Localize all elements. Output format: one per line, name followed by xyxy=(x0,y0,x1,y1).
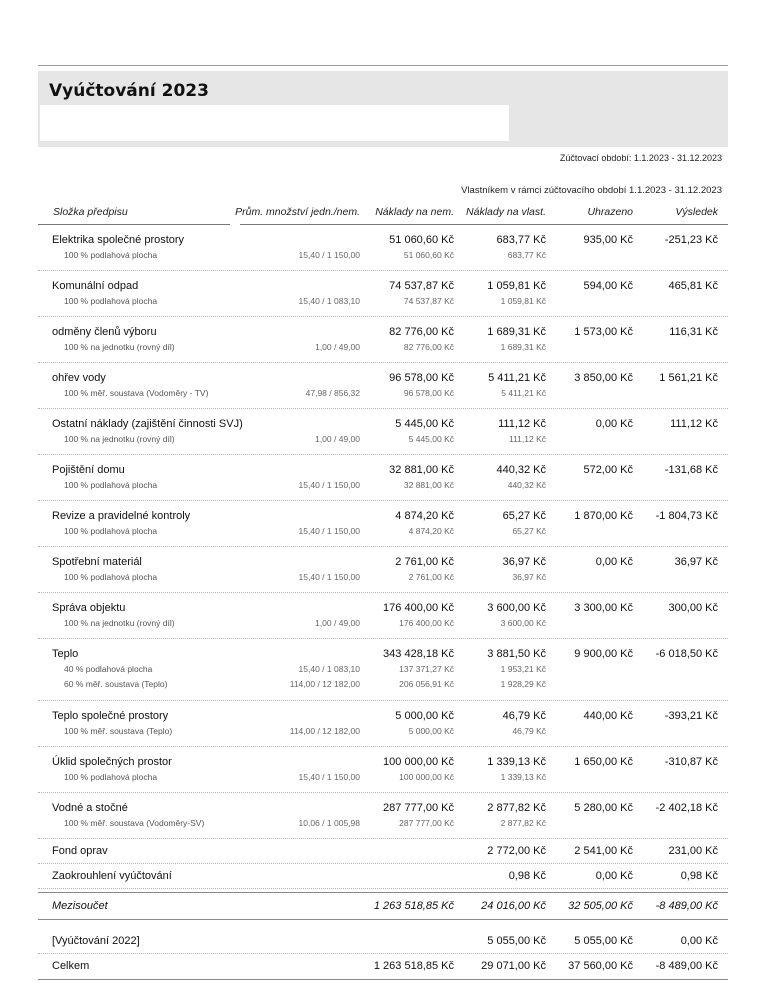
sub-basis: 40 % podlahová plocha xyxy=(64,664,153,674)
table-row xyxy=(38,225,728,271)
item-costs-owner: 683,77 Kč xyxy=(496,234,546,246)
sub-qty: 15,40 / 1 150,00 xyxy=(298,772,360,782)
previous-costs-owner: 5 055,00 Kč xyxy=(487,935,546,947)
item-main-line xyxy=(38,370,728,387)
item-costs-owner: 440,32 Kč xyxy=(496,464,546,476)
total-label: Celkem xyxy=(52,960,90,972)
item-paid: 5 280,00 Kč xyxy=(574,802,633,814)
item-sub-line xyxy=(38,525,728,540)
sub-costs-house: 51 060,60 Kč xyxy=(403,250,454,260)
item-main-line xyxy=(38,462,728,479)
item-paid: 3 850,00 Kč xyxy=(574,372,633,384)
previous-result: 0,00 Kč xyxy=(680,935,718,947)
sub-basis: 100 % podlahová plocha xyxy=(64,526,158,536)
item-main-line xyxy=(38,600,728,617)
item-sub-line xyxy=(38,571,728,586)
item-result: -6 018,50 Kč xyxy=(655,648,718,660)
item-name: Zaokrouhlení vyúčtování xyxy=(52,870,172,882)
table-row xyxy=(38,639,728,701)
sub-qty: 15,40 / 1 083,10 xyxy=(298,296,360,306)
sub-qty: 114,00 / 12 182,00 xyxy=(289,726,360,736)
item-main-line xyxy=(38,868,728,885)
item-main-line xyxy=(38,843,728,860)
subtotal-result: -8 489,00 Kč xyxy=(655,900,718,912)
table-row xyxy=(38,747,728,793)
item-result: 300,00 Kč xyxy=(668,602,718,614)
item-main-line xyxy=(38,416,728,433)
table-row xyxy=(38,547,728,593)
total-row xyxy=(38,955,728,980)
total-costs-house: 1 263 518,85 Kč xyxy=(373,960,454,972)
item-costs-house: 74 537,87 Kč xyxy=(389,280,454,292)
item-name: Úklid společných prostor xyxy=(52,756,172,768)
page-title: Vyúčtování 2023 xyxy=(49,81,209,101)
item-main-line xyxy=(38,324,728,341)
subtotal-costs-house: 1 263 518,85 Kč xyxy=(373,900,454,912)
item-sub-line xyxy=(38,663,728,678)
item-result: -131,68 Kč xyxy=(664,464,718,476)
item-result: -251,23 Kč xyxy=(664,234,718,246)
sub-costs-house: 82 776,00 Kč xyxy=(403,342,454,352)
sub-basis: 100 % podlahová plocha xyxy=(64,250,158,260)
sub-qty: 15,40 / 1 150,00 xyxy=(298,572,360,582)
previous-billing-row xyxy=(38,930,728,954)
item-sub-line xyxy=(38,341,728,356)
item-result: 36,97 Kč xyxy=(674,556,718,568)
item-paid: 440,00 Kč xyxy=(583,710,633,722)
item-costs-house: 5 000,00 Kč xyxy=(395,710,454,722)
item-result: -2 402,18 Kč xyxy=(655,802,718,814)
sub-costs-house: 2 761,00 Kč xyxy=(408,572,454,582)
item-paid: 9 900,00 Kč xyxy=(574,648,633,660)
billing-items xyxy=(38,225,728,889)
item-paid: 935,00 Kč xyxy=(583,234,633,246)
col-head-item: Složka předpisu xyxy=(53,206,128,218)
item-sub-line xyxy=(38,249,728,264)
item-name: Teplo společné prostory xyxy=(52,710,169,722)
sub-qty: 1,00 / 49,00 xyxy=(315,342,360,352)
sub-costs-house: 74 537,87 Kč xyxy=(403,296,454,306)
subtotal-costs-owner: 24 016,00 Kč xyxy=(481,900,546,912)
item-costs-house: 82 776,00 Kč xyxy=(389,326,454,338)
sub-costs-house: 4 874,20 Kč xyxy=(408,526,454,536)
redacted-address-box xyxy=(40,105,509,141)
billing-period: Zúčtovací období: 1.1.2023 - 31.12.2023 xyxy=(559,153,722,163)
sub-costs-owner: 683,77 Kč xyxy=(507,250,546,260)
item-main-line xyxy=(38,646,728,663)
sub-basis: 100 % podlahová plocha xyxy=(64,772,158,782)
sub-qty: 10,06 / 1 005,98 xyxy=(298,818,360,828)
subtotal-label: Mezisoučet xyxy=(52,900,108,912)
sub-costs-house: 206 056,91 Kč xyxy=(399,679,454,689)
item-costs-house: 5 445,00 Kč xyxy=(395,418,454,430)
item-costs-house: 287 777,00 Kč xyxy=(383,802,454,814)
item-sub-line xyxy=(38,771,728,786)
sub-costs-owner: 1 339,13 Kč xyxy=(500,772,546,782)
sub-qty: 15,40 / 1 150,00 xyxy=(298,526,360,536)
sub-costs-owner: 36,97 Kč xyxy=(512,572,546,582)
sub-basis: 100 % měř. soustava (Vodoměry-SV) xyxy=(64,818,205,828)
item-costs-owner: 2 877,82 Kč xyxy=(487,802,546,814)
col-head-costs-house: Náklady na nem. xyxy=(375,206,454,218)
col-head-costs-owner: Náklady na vlast. xyxy=(466,206,546,218)
sub-costs-house: 96 578,00 Kč xyxy=(403,388,454,398)
item-costs-house: 2 761,00 Kč xyxy=(395,556,454,568)
table-row xyxy=(38,701,728,747)
table-row xyxy=(38,839,728,864)
item-name: Elektrika společné prostory xyxy=(52,234,185,246)
item-costs-house: 32 881,00 Kč xyxy=(389,464,454,476)
item-paid: 572,00 Kč xyxy=(583,464,633,476)
item-result: 231,00 Kč xyxy=(668,845,718,857)
sub-basis: 100 % podlahová plocha xyxy=(64,296,158,306)
table-row xyxy=(38,317,728,363)
sub-qty: 47,98 / 856,32 xyxy=(305,388,360,398)
sub-costs-house: 176 400,00 Kč xyxy=(399,618,454,628)
sub-qty: 15,40 / 1 150,00 xyxy=(298,480,360,490)
sub-costs-owner: 111,12 Kč xyxy=(508,434,546,444)
item-costs-owner: 1 339,13 Kč xyxy=(487,756,546,768)
item-sub-line xyxy=(38,617,728,632)
item-paid: 594,00 Kč xyxy=(583,280,633,292)
item-sub-line xyxy=(38,817,728,832)
item-costs-house: 96 578,00 Kč xyxy=(389,372,454,384)
item-result: 465,81 Kč xyxy=(668,280,718,292)
item-main-line xyxy=(38,554,728,571)
item-result: 111,12 Kč xyxy=(670,418,718,430)
col-head-paid: Uhrazeno xyxy=(587,206,633,218)
sub-costs-owner: 2 877,82 Kč xyxy=(500,818,546,828)
table-row xyxy=(38,271,728,317)
item-paid: 2 541,00 Kč xyxy=(574,845,633,857)
sub-costs-owner: 65,27 Kč xyxy=(512,526,546,536)
item-name: Vodné a stočné xyxy=(52,802,128,814)
table-row xyxy=(38,363,728,409)
sub-qty: 15,40 / 1 150,00 xyxy=(298,250,360,260)
item-paid: 1 650,00 Kč xyxy=(574,756,633,768)
sub-costs-house: 32 881,00 Kč xyxy=(403,480,454,490)
sub-costs-owner: 1 953,21 Kč xyxy=(500,664,546,674)
item-paid: 3 300,00 Kč xyxy=(574,602,633,614)
owner-period: Vlastníkem v rámci zúčtovacího období 1.1.2023 - 31.12.2023 xyxy=(461,185,722,196)
item-main-line xyxy=(38,708,728,725)
item-costs-house: 100 000,00 Kč xyxy=(383,756,454,768)
col-head-result: Výsledek xyxy=(675,206,718,218)
item-result: 1 561,21 Kč xyxy=(659,372,718,384)
sub-costs-owner: 440,32 Kč xyxy=(507,480,546,490)
sub-costs-owner: 46,79 Kč xyxy=(512,726,546,736)
sub-costs-house: 5 445,00 Kč xyxy=(408,434,454,444)
sub-basis: 100 % na jednotku (rovný díl) xyxy=(64,434,175,444)
item-costs-house: 4 874,20 Kč xyxy=(395,510,454,522)
previous-paid: 5 055,00 Kč xyxy=(574,935,633,947)
sub-basis: 100 % podlahová plocha xyxy=(64,572,158,582)
table-row xyxy=(38,501,728,547)
table-row xyxy=(38,793,728,839)
sub-basis: 100 % měř. soustava (Vodoměry - TV) xyxy=(64,388,209,398)
item-main-line xyxy=(38,508,728,525)
total-costs-owner: 29 071,00 Kč xyxy=(481,960,546,972)
item-name: Komunální odpad xyxy=(52,280,139,292)
sub-basis: 60 % měř. soustava (Teplo) xyxy=(64,679,168,689)
sub-costs-house: 100 000,00 Kč xyxy=(399,772,454,782)
sub-costs-house: 287 777,00 Kč xyxy=(399,818,454,828)
top-rule xyxy=(38,65,728,66)
sub-basis: 100 % na jednotku (rovný díl) xyxy=(64,618,175,628)
item-name: ohřev vody xyxy=(52,372,106,384)
item-sub-line xyxy=(38,678,728,693)
item-sub-line xyxy=(38,295,728,310)
item-name: Revize a pravidelné kontroly xyxy=(52,510,191,522)
item-name: odměny členů výboru xyxy=(52,326,157,338)
total-result: -8 489,00 Kč xyxy=(655,960,718,972)
item-main-line xyxy=(38,754,728,771)
item-costs-owner: 111,12 Kč xyxy=(498,418,546,430)
item-paid: 0,00 Kč xyxy=(595,556,633,568)
sub-qty: 15,40 / 1 083,10 xyxy=(298,664,360,674)
item-name: Spotřební materiál xyxy=(52,556,142,568)
item-name: Teplo xyxy=(52,648,79,660)
item-main-line xyxy=(38,800,728,817)
item-result: -393,21 Kč xyxy=(664,710,718,722)
sub-costs-owner: 5 411,21 Kč xyxy=(501,388,546,398)
subtotal-paid: 32 505,00 Kč xyxy=(568,900,633,912)
sub-costs-owner: 1 059,81 Kč xyxy=(500,296,546,306)
item-paid: 1 573,00 Kč xyxy=(574,326,633,338)
item-main-line xyxy=(38,232,728,249)
item-costs-owner: 0,98 Kč xyxy=(508,870,546,882)
item-result: 0,98 Kč xyxy=(680,870,718,882)
item-name: Správa objektu xyxy=(52,602,126,614)
sub-costs-house: 137 371,27 Kč xyxy=(399,664,454,674)
header-band xyxy=(38,71,728,147)
item-costs-owner: 1 689,31 Kč xyxy=(487,326,546,338)
item-costs-owner: 65,27 Kč xyxy=(502,510,546,522)
item-costs-owner: 46,79 Kč xyxy=(502,710,546,722)
item-costs-owner: 3 881,50 Kč xyxy=(487,648,546,660)
sub-qty: 1,00 / 49,00 xyxy=(315,618,360,628)
item-result: 116,31 Kč xyxy=(669,326,718,338)
previous-label: [Vyúčtování 2022] xyxy=(52,935,140,947)
item-result: -310,87 Kč xyxy=(664,756,718,768)
table-row xyxy=(38,593,728,639)
sub-qty: 114,00 / 12 182,00 xyxy=(289,679,360,689)
item-name: Ostatní náklady (zajištění činnosti SVJ) xyxy=(52,418,243,430)
item-paid: 0,00 Kč xyxy=(595,870,633,882)
sub-costs-owner: 1 928,29 Kč xyxy=(500,679,546,689)
item-sub-line xyxy=(38,479,728,494)
sub-basis: 100 % měř. soustava (Teplo) xyxy=(64,726,173,736)
item-costs-house: 343 428,18 Kč xyxy=(383,648,454,660)
item-name: Fond oprav xyxy=(52,845,108,857)
sub-costs-owner: 1 689,31 Kč xyxy=(500,342,546,352)
item-costs-house: 176 400,00 Kč xyxy=(383,602,454,614)
item-sub-line xyxy=(38,725,728,740)
item-name: Pojištění domu xyxy=(52,464,125,476)
item-costs-owner: 5 411,21 Kč xyxy=(488,372,546,384)
item-main-line xyxy=(38,278,728,295)
total-paid: 37 560,00 Kč xyxy=(568,960,633,972)
item-paid: 0,00 Kč xyxy=(595,418,633,430)
sub-costs-house: 5 000,00 Kč xyxy=(408,726,454,736)
item-costs-owner: 3 600,00 Kč xyxy=(487,602,546,614)
table-row xyxy=(38,864,728,889)
item-costs-owner: 2 772,00 Kč xyxy=(487,845,546,857)
item-costs-house: 51 060,60 Kč xyxy=(389,234,454,246)
item-paid: 1 870,00 Kč xyxy=(574,510,633,522)
col-head-qty: Prům. množství jedn./nem. xyxy=(235,206,360,218)
item-sub-line xyxy=(38,387,728,402)
sub-qty: 1,00 / 49,00 xyxy=(315,434,360,444)
item-result: -1 804,73 Kč xyxy=(655,510,718,522)
table-row xyxy=(38,455,728,501)
sub-basis: 100 % podlahová plocha xyxy=(64,480,158,490)
sub-basis: 100 % na jednotku (rovný díl) xyxy=(64,342,175,352)
subtotal-row xyxy=(38,892,728,920)
sub-costs-owner: 3 600,00 Kč xyxy=(500,618,546,628)
item-costs-owner: 36,97 Kč xyxy=(502,556,546,568)
item-costs-owner: 1 059,81 Kč xyxy=(487,280,546,292)
table-row xyxy=(38,409,728,455)
item-sub-line xyxy=(38,433,728,448)
